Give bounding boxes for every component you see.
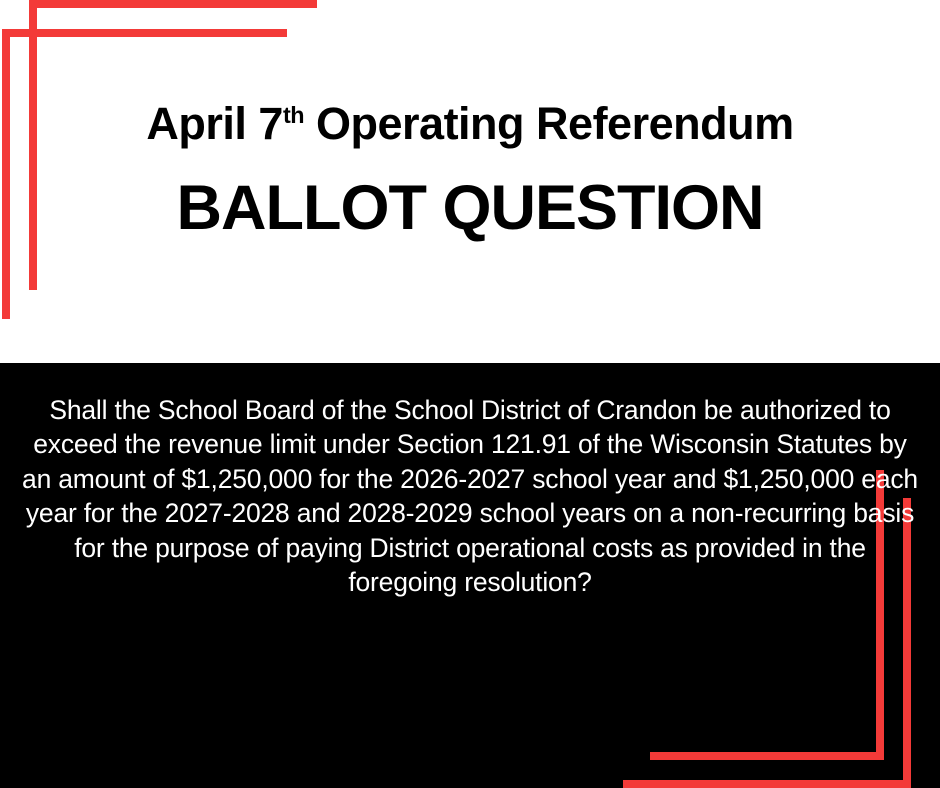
top-left-outer-bracket-horizontal [29,0,317,8]
headline-suffix: Operating Referendum [304,98,794,149]
page-title [0,100,940,147]
page-subtitle: BALLOT QUESTION [176,173,764,243]
bottom-right-inner-bracket-horizontal [650,752,884,760]
headline-prefix: April 7 [146,98,283,149]
ballot-question-text: Shall the School Board of the School District of Crandon be authorized to exceed the revenue limit under Section 121.91 of the Wisconsin Statutes by an amount of $1,250,000 for the 2026-2027 school year and $1,250,000 each year for the 2027-2028 and 2028-2029 school years on a non-recurring basis for the purpose of paying District operational costs as provided in the foregoing resolution? [22,395,918,598]
top-left-inner-bracket-vertical [2,29,10,319]
top-left-inner-bracket-horizontal [2,29,287,37]
bottom-right-outer-bracket-horizontal [623,780,911,788]
headline-superscript: th [282,102,305,128]
